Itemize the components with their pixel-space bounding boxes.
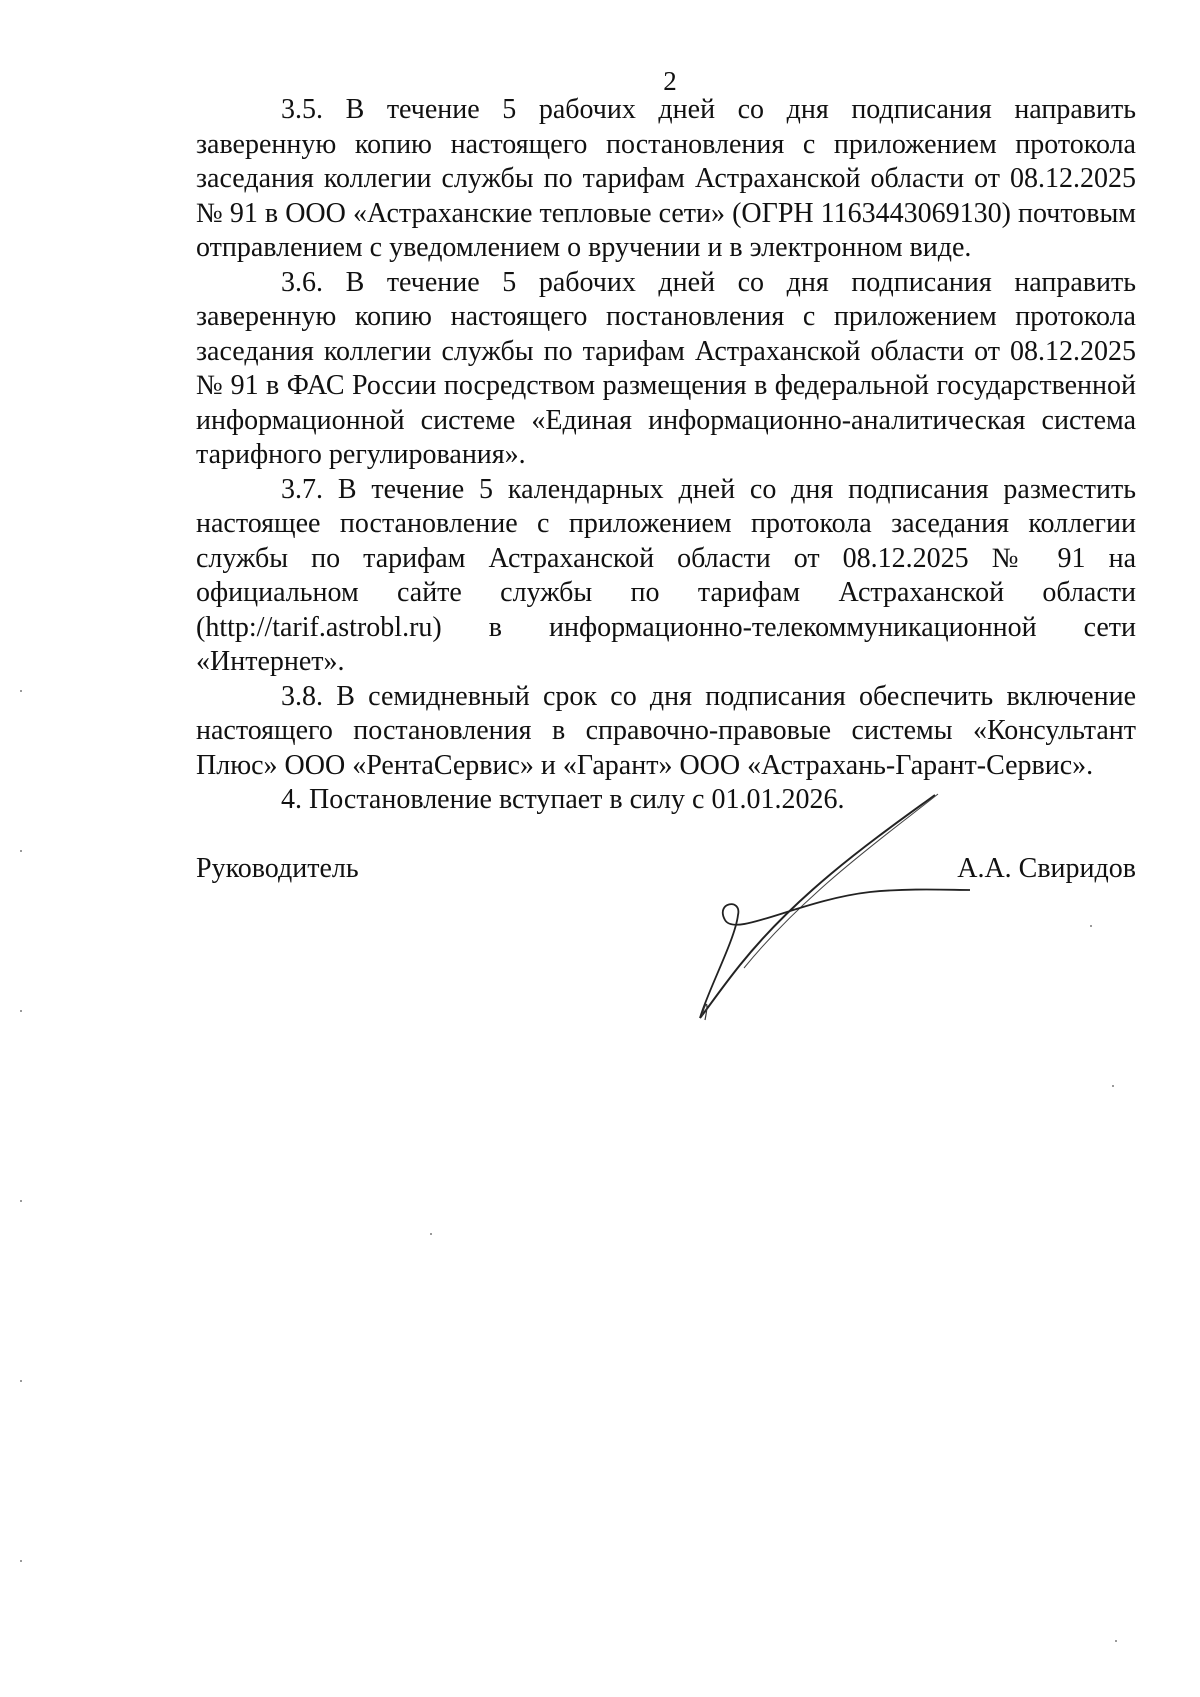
scan-speck xyxy=(430,1233,432,1235)
scan-speck xyxy=(20,1380,22,1382)
scan-speck xyxy=(20,690,22,692)
paragraph-3-7: 3.7. В течение 5 календарных дней со дня подписания разместить настоящее постановление с приложением протокола заседания коллегии службы по тарифам Астраханской области от 08.12.2025 № 91 на официальном сайте службы по тарифам Астраханской области (http://tarif.astrobl.ru) в информационно-телекоммуникационной сети «Интернет». xyxy=(196,473,1136,677)
paragraph-3-6: 3.6. В течение 5 рабочих дней со дня подписания направить заверенную копию настоящего постановления с приложением протокола заседания коллегии службы по тарифам Астраханской области от 08.12.2025 № 91 в ФАС России посредством размещения в федеральной государственной информационной системе «Единая информационно-аналитическая система тарифного регулирования». xyxy=(196,266,1136,470)
scan-speck xyxy=(1090,925,1092,927)
scan-speck xyxy=(1112,1085,1114,1087)
signatory-position: Руководитель xyxy=(196,853,359,884)
document-body xyxy=(196,93,1136,818)
scan-speck xyxy=(20,850,22,852)
scan-speck xyxy=(20,1560,22,1562)
signature-block xyxy=(196,853,1136,893)
paragraph-4: 4. Постановление вступает в силу с 01.01.2026. xyxy=(281,784,845,815)
scan-speck xyxy=(1115,1640,1117,1642)
paragraph-3-8: 3.8. В семидневный срок со дня подписания обеспечить включение настоящего постановления в справочно-правовые системы «Консультант Плюс» ООО «РентаСервис» и «Гарант» ООО «Астрахань-Гарант-Сервис». xyxy=(196,680,1136,781)
paragraph-3-5: 3.5. В течение 5 рабочих дней со дня подписания направить заверенную копию настоящего постановления с приложением протокола заседания коллегии службы по тарифам Астраханской области от 08.12.2025 № 91 в ООО «Астраханские тепловые сети» (ОГРН 1163443069130) почтовым отправлением с уведомлением о вручении и в электронном виде. xyxy=(196,94,1136,263)
signatory-name: А.А. Свиридов xyxy=(957,853,1136,884)
scan-speck xyxy=(20,1010,22,1012)
page-number: 2 xyxy=(663,66,677,96)
scan-speck xyxy=(20,1200,22,1202)
handwritten-signature xyxy=(680,790,980,1025)
